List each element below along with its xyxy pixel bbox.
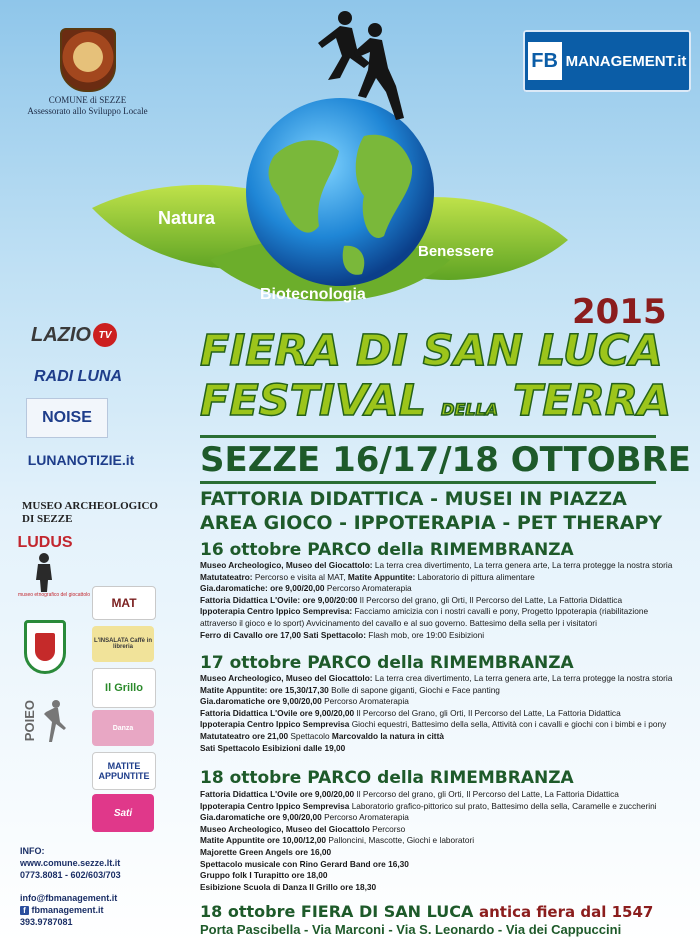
program-item <box>200 630 672 642</box>
day-heading-17: 17 ottobre PARCO della RIMEMBRANZA <box>200 653 574 673</box>
sponsor-il-grillo-logo[interactable]: Il Grillo <box>92 668 156 708</box>
program-item-text: attraverso il gioco e lo sport) Avvicinamento del cavallo e al suo governo. Battesimo della sella per i visitatori <box>200 617 597 628</box>
fb-logo-icon: FB <box>528 42 562 80</box>
program-item <box>200 708 672 720</box>
program-item-text: Palloncini, Mascotte, Giochi e laboratori <box>326 835 475 846</box>
title-della-word: DELLA <box>441 400 499 419</box>
subtitle-line-2: AREA GIOCO - IPPOTERAPIA - PET THERAPY <box>200 512 663 534</box>
program-item <box>200 572 672 584</box>
program-item <box>200 870 657 882</box>
museo-line-2: DI SEZZE <box>22 513 73 525</box>
info-website-link[interactable]: www.comune.sezze.lt.it <box>20 858 121 868</box>
day-heading-16: 16 ottobre PARCO della RIMEMBRANZA <box>200 540 574 560</box>
comune-name: COMUNE di SEZZE <box>48 95 127 105</box>
program-item-bold: Gia.daromatiche ore 9,00/20,00 <box>200 696 322 707</box>
subtitle-line-1: FATTORIA DIDATTICA - MUSEI IN PIAZZA <box>200 488 627 510</box>
comune-office: Assessorato allo Sviluppo Locale <box>27 106 148 116</box>
program-list-16 <box>200 560 672 641</box>
program-item <box>200 824 657 836</box>
program-item <box>200 595 672 607</box>
program-item-text: Bolle di sapone giganti, Giochi e Face panting <box>328 684 500 695</box>
program-item-bold: Matutateatro: <box>200 571 253 582</box>
program-item-text: Laboratorio di pittura alimentare <box>415 571 535 582</box>
program-item-text: Percorso e visita al MAT, <box>252 571 348 582</box>
program-item <box>200 835 657 847</box>
program-item-bold: Gia.daromatiche ore 9,00/20,00 <box>200 812 322 823</box>
sponsor-libreria-logo[interactable]: L'INSALATA Caffè in libreria <box>92 626 154 662</box>
program-item <box>200 583 672 595</box>
program-list-17 <box>200 673 672 754</box>
divider <box>200 481 656 484</box>
program-item <box>200 743 672 755</box>
program-item <box>200 618 672 630</box>
lazio-text: LAZIO <box>31 323 91 346</box>
divider <box>200 435 656 438</box>
program-item-bold: Ippoterapia Centro Ippico Semprevisa <box>200 800 350 811</box>
program-item-bold: Gruppo folk I Turapitto ore 18,00 <box>200 870 328 881</box>
program-item-bold: Ippoterapia Centro Ippico Semprevisa <box>200 719 350 730</box>
program-item <box>200 847 657 859</box>
program-item-text: Il Percorso del grano, gli Orti, Il Percorso del Latte, La Fattoria Didattica <box>357 594 623 605</box>
program-item <box>200 731 672 743</box>
program-item <box>200 789 657 801</box>
fb-logo-text: MANAGEMENT.it <box>565 52 687 70</box>
sponsor-radio-luna-logo[interactable]: RADI LUNA <box>34 368 122 385</box>
program-item <box>200 696 672 708</box>
comune-crest-icon <box>60 28 116 92</box>
program-item <box>200 719 672 731</box>
program-item-text: Il Percorso del Grano, gli Orti, Il Percorso del Latte, La Fattoria Didattica <box>354 707 621 718</box>
program-item-bold: Esibizione Scuola di Danza Il Grillo ore 18,30 <box>200 881 377 892</box>
museo-line-1: MUSEO ARCHEOLOGICO <box>22 500 158 512</box>
program-item-bold: Marcovaldo la natura in città <box>331 730 444 741</box>
program-item <box>200 606 672 618</box>
sponsor-ludus-logo[interactable]: LUDUS <box>17 534 73 551</box>
fiera-streets: Porta Pascibella - Via Marconi - Via S. Leonardo - Via dei Cappuccini <box>200 922 622 937</box>
museo-label <box>22 500 158 526</box>
program-item-bold: Fattoria Didattica L'Ovile ore 9,00/20,00 <box>200 707 355 718</box>
contact-email-link[interactable]: info@fbmanagement.it <box>20 893 118 903</box>
contact-block <box>20 892 117 928</box>
ludus-caption: museo etnografico del giocattolo <box>18 592 90 598</box>
dancer-figure-icon <box>40 698 68 744</box>
program-item-bold: Ippoterapia Centro Ippico Semprevisa: <box>200 606 353 617</box>
sponsor-matite-appuntite-logo[interactable]: MATITE APPUNTITE <box>92 752 156 790</box>
program-item-bold: Matite Appuntite: <box>347 571 416 582</box>
sponsor-poieo-logo[interactable]: POIEO <box>22 700 37 742</box>
program-item-text: La terra crea divertimento, La terra genera arte, La terra protegge la nostra storia <box>372 560 673 570</box>
tv-badge-icon: TV <box>93 323 117 347</box>
program-item-bold: Gia.daromatiche: ore 9,00/20,00 <box>200 583 325 594</box>
info-block <box>20 845 121 881</box>
fb-management-logo[interactable] <box>523 30 691 92</box>
program-item-text: Facciamo amicizia con i nostri cavalli e pony, Progetto Ippoterapia (riabilitazione <box>352 606 649 617</box>
program-list-18 <box>200 789 657 893</box>
comune-label <box>20 95 155 117</box>
program-item <box>200 560 672 572</box>
sponsor-radio-noise-logo[interactable]: NOISE <box>26 398 108 438</box>
info-phones: 0773.8081 - 602/603/703 <box>20 870 121 880</box>
event-year: 2015 <box>572 292 667 332</box>
program-item-text: Percorso <box>369 823 406 834</box>
program-item-text: Percorso Aromaterapia <box>321 696 409 707</box>
sponsor-lunanotizie-logo[interactable]: LUNANOTIZIE.it <box>27 452 135 468</box>
program-item-text: Laboratorio grafico-pittorico sul prato, Battesimo della sella, Caramelle e zuccherini <box>349 800 657 811</box>
program-item <box>200 882 657 894</box>
leaf-label-benessere: Benessere <box>418 243 494 260</box>
runners-silhouette-icon <box>300 8 410 128</box>
program-item-bold: Museo Archeologico, Museo del Giocattolo: <box>200 673 373 683</box>
fiera-heading <box>200 902 653 921</box>
leaf-label-biotecnologia: Biotecnologia <box>260 286 366 303</box>
title-festival-word: FESTIVAL <box>200 376 427 426</box>
program-item-bold: Museo Archeologico, Museo del Giocattolo <box>200 823 370 834</box>
program-item-bold: Museo Archeologico, Museo del Giocattolo: <box>200 560 373 570</box>
event-dates: SEZZE 16/17/18 OTTOBRE <box>200 440 691 480</box>
ludus-figure-icon <box>30 552 58 594</box>
program-item-text: Spettacolo <box>288 730 332 741</box>
sponsor-lazio-tv-logo[interactable] <box>24 318 124 352</box>
program-item-text: Percorso Aromaterapia <box>321 812 409 823</box>
title-festival <box>200 376 671 426</box>
program-item <box>200 801 657 813</box>
contact-phone: 393.9787081 <box>20 917 73 927</box>
sponsor-sati-logo[interactable]: Sati <box>92 794 154 832</box>
program-item-bold: Matite Appuntite: ore 15,30/17,30 <box>200 684 329 695</box>
coat-of-arms-icon <box>24 620 66 674</box>
program-item-bold: Fattoria Didattica L'Ovile: ore 9,00/20:00 <box>200 594 358 605</box>
program-item <box>200 685 672 697</box>
program-item-text: Percorso Aromaterapia <box>324 583 412 594</box>
fiera-title: 18 ottobre FIERA DI SAN LUCA <box>200 902 474 921</box>
program-item-bold: Ferro di Cavallo ore 17,00 Sati Spettacolo: <box>200 629 366 640</box>
program-item <box>200 673 672 685</box>
program-item-bold: Matutateatro ore 21,00 <box>200 730 289 741</box>
sponsor-danza-logo[interactable]: Danza <box>92 710 154 746</box>
facebook-handle: fbmanagement.it <box>31 905 104 915</box>
program-item-bold: Sati Spettacolo Esibizioni dalle 19,00 <box>200 742 346 753</box>
program-item-text: Giochi equestri, Battesimo della sella, Attività con i cavalli e giochi con i bimbi e i pony <box>349 719 667 730</box>
fiera-subtitle: antica fiera dal 1547 <box>478 903 654 921</box>
program-item-bold: Majorette Green Angels ore 16,00 <box>200 846 332 857</box>
program-item <box>200 812 657 824</box>
program-item-bold: Matite Appuntite ore 10,00/12,00 <box>200 835 327 846</box>
program-item-text: Flash mob, ore 19:00 Esibizioni <box>366 629 485 640</box>
program-item-bold: Spettacolo musicale con Rino Gerard Band ore 16,30 <box>200 858 409 869</box>
program-item-text: Il Percorso del grano, gli Orti, Il Percorso del Latte, La Fattoria Didattica <box>354 789 619 799</box>
contact-facebook[interactable] <box>20 904 117 916</box>
leaf-label-natura: Natura <box>158 208 216 228</box>
facebook-icon: f <box>20 906 29 915</box>
title-fiera: FIERA DI SAN LUCA <box>200 326 663 376</box>
sponsor-mat-logo[interactable]: MAT <box>92 586 156 620</box>
day-heading-18: 18 ottobre PARCO della RIMEMBRANZA <box>200 768 574 788</box>
program-item-bold: Fattoria Didattica L'Ovile ore 9,00/20,00 <box>200 789 355 799</box>
program-item-text: La terra crea divertimento, La terra genera arte, La terra protegge la nostra storia <box>372 673 673 683</box>
title-terra-word: TERRA <box>513 376 672 426</box>
info-label: INFO: <box>20 846 45 856</box>
program-item <box>200 859 657 871</box>
